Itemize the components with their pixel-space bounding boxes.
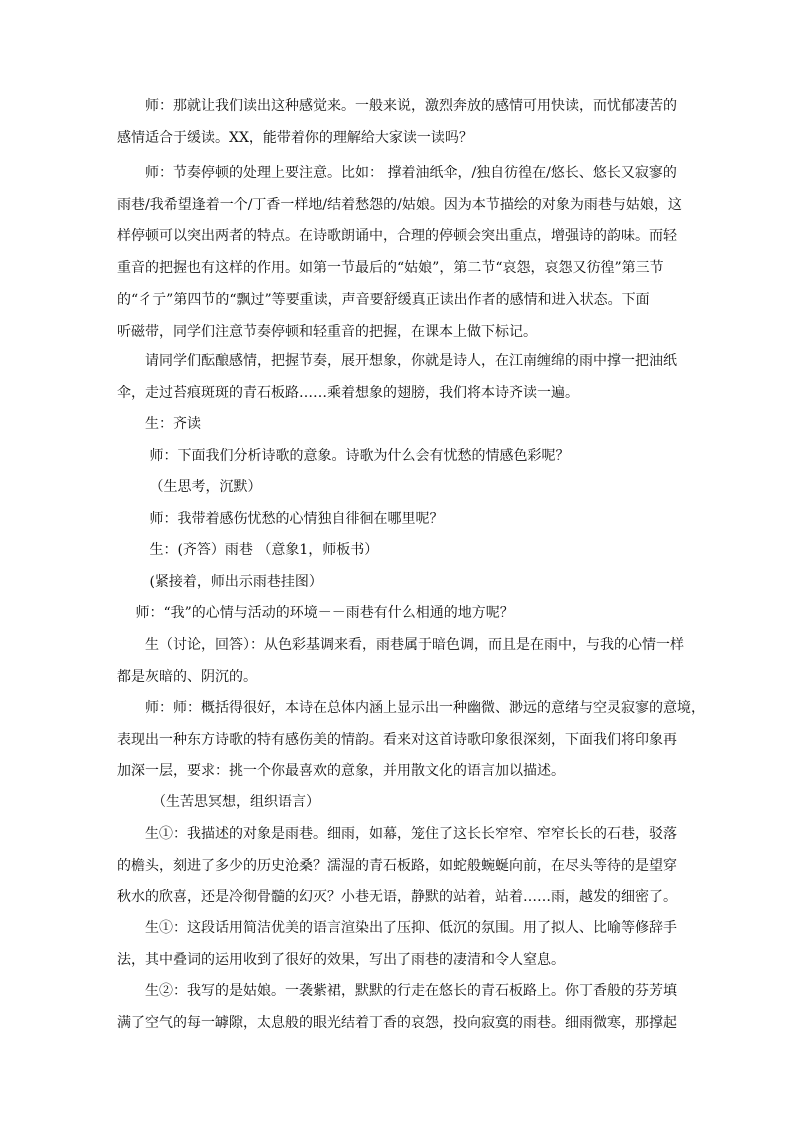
text-line: 的檐头，刻进了多少的历史沧桑？濡湿的青石板路，如蛇般蜿蜒向前，在尽头等待的是望穿: [117, 857, 677, 874]
text-line: 师：我带着感伤忧愁的心情独自徘徊在哪里呢？: [117, 511, 444, 527]
paragraph-mood-environment: [117, 598, 677, 630]
text-line: 重音的把握也有这样的作用。如第一节最后的“姑娘”，第二节“哀怨，哀怨又彷徨”第三节: [117, 260, 664, 277]
text-line: 师：那就让我们读出这种感觉来。一般来说，激烈奔放的感情可用快读，而忧郁凄苦的: [117, 98, 677, 114]
text-line: 雨巷/我希望逢着一个/丁香一样地/结着愁怨的/姑娘。因为本节描绘的对象为雨巷与姑娘，这: [117, 196, 682, 213]
paragraph-student1-description: [117, 819, 677, 914]
text-line: 生②：我写的是姑娘。一袭紫裙，默默的行走在悠长的青石板路上。你丁香般的芬芳填: [117, 983, 677, 999]
text-line: 都是灰暗的、阴沉的。: [117, 668, 257, 685]
text-line: （生苦思冥想，组织语言）: [117, 794, 320, 810]
text-line: 的“彳亍”第四节的“飘过”等要重读，声音要舒缓真正读出作者的感情和进入状态。下面: [117, 291, 650, 308]
text-line: 生①：这段话用简洁优美的语言渲染出了压抑、低沉的氛围。用了拟人、比喻等修辞手: [117, 920, 677, 936]
text-line: 样停顿可以突出两者的特点。在诗歌朗诵中，合理的停顿会突出重点，增强诗的韵味。而轻: [117, 228, 677, 245]
paragraph-reading-speed: [117, 91, 677, 154]
paragraph-imagine: [117, 346, 677, 409]
text-line: 加深一层，要求：挑一个你最喜欢的意象，并用散文化的语言加以描述。: [117, 763, 565, 780]
text-line: 师：师：概括得很好，本诗在总体内涵上显示出一种幽微、渺远的意绪与空灵寂寥的意境，: [117, 700, 705, 716]
paragraph-show-picture: [117, 567, 677, 599]
paragraph-students-think: [117, 472, 677, 504]
paragraph-analyze-imagery: [117, 441, 677, 473]
text-line: 表现出一种东方诗歌的特有感伤美的情韵。看来对这首诗歌印象很深刻，下面我们将印象再: [117, 731, 677, 748]
text-line: (紧接着，师出示雨巷挂图）: [117, 574, 323, 590]
text-line: 伞，走过苔痕斑斑的青石板路……乘着想象的翅膀，我们将本诗齐读一遍。: [117, 384, 579, 401]
paragraph-discussion: [117, 630, 684, 693]
text-line: 请同学们酝酿感情，把握节奏，展开想象，你就是诗人，在江南缠绵的雨中撑一把油纸: [117, 353, 677, 369]
paragraph-student1-comment: [117, 913, 677, 976]
text-line: 师：“我”的心情与活动的环境－－雨巷有什么相通的地方呢？: [117, 605, 514, 621]
text-line: 秋水的欣喜，还是冷彻骨髓的幻灭？小巷无语，静默的站着，站着……雨，越发的细密了。: [117, 889, 677, 906]
text-line: 生：齐读: [117, 416, 201, 432]
paragraph-students-compose: [117, 787, 677, 819]
text-line: 生（讨论，回答）：从色彩基调来看，雨巷属于暗色调，而且是在雨中，与我的心情一样: [117, 637, 684, 653]
paragraph-wander-where: [117, 504, 677, 536]
text-line: 感情适合于缓读。XX，能带着你的理解给大家读一读吗？: [117, 129, 473, 146]
paragraph-rhythm-pauses: [117, 158, 682, 348]
paragraph-rain-lane-answer: [117, 535, 677, 567]
paragraph-read-together: [117, 409, 677, 441]
text-line: 师：下面我们分析诗歌的意象。诗歌为什么会有忧愁的情感色彩呢？: [117, 448, 570, 464]
text-line: 师：节奏停顿的处理上要注意。比如： 撑着油纸伞，/独自彷徨在/悠长、悠长又寂寥的: [117, 165, 677, 181]
paragraph-student2-description: [117, 976, 677, 1039]
text-line: （生思考，沉默）: [117, 479, 262, 495]
text-line: 听磁带，同学们注意节奏停顿和轻重音的把握，在课本上做下标记。: [117, 323, 537, 340]
paragraph-summary: [117, 693, 705, 788]
text-line: 生：(齐答）雨巷 （意象1，师板书）: [117, 542, 379, 558]
text-line: 生①：我描述的对象是雨巷。细雨，如幕，笼住了这长长窄窄、窄窄长长的石巷，驳落: [117, 826, 677, 842]
text-line: 法，其中叠词的运用收到了很好的效果，写出了雨巷的凄清和令人窒息。: [117, 951, 565, 968]
text-line: 满了空气的每一罅隙，太息般的眼光结着丁香的哀怨，投向寂寞的雨巷。细雨微寒，那撑起: [117, 1014, 677, 1031]
